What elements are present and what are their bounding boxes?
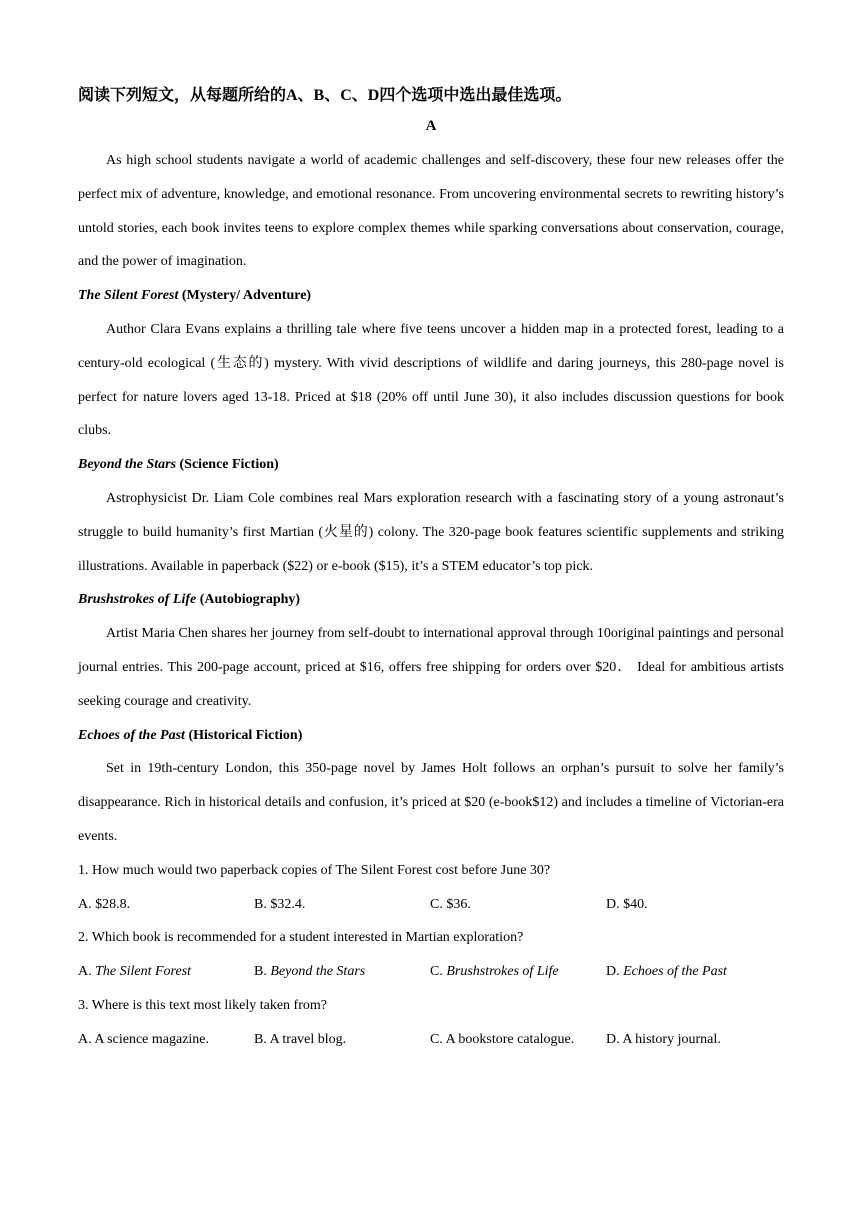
- book-heading-3: [78, 583, 784, 617]
- book-heading-4: [78, 719, 784, 753]
- question-1-stem: 1. How much would two paperback copies of The Silent Forest cost before June 30?: [78, 862, 551, 878]
- option-text: Echoes of the Past: [623, 964, 727, 980]
- book-title: Brushstrokes of Life: [78, 592, 197, 608]
- option-text: A history journal.: [622, 1031, 721, 1047]
- option-text: A science magazine.: [94, 1031, 210, 1047]
- option-text: $36.: [446, 896, 471, 912]
- option-a[interactable]: [78, 955, 254, 989]
- option-a[interactable]: [78, 1023, 254, 1057]
- option-c[interactable]: [430, 888, 606, 922]
- option-letter: D.: [606, 896, 624, 912]
- book-genre: (Science Fiction): [176, 457, 279, 473]
- option-letter: B.: [254, 964, 271, 980]
- option-letter: C.: [430, 896, 447, 912]
- option-letter: A.: [78, 896, 96, 912]
- book-description-2: Astrophysicist Dr. Liam Cole combines real Mars exploration research with a fascinating story of a young astronaut’s struggle to build humanity’s first Martian (火星的) colony. The 320-page book features scientific supplements and striking illustrations. Available in paperback ($22) or e-book ($15), it’s a STEM educator’s top pick.: [78, 490, 784, 574]
- book-genre: (Mystery/ Adventure): [178, 288, 312, 304]
- option-letter: C.: [430, 964, 447, 980]
- option-d[interactable]: [606, 1023, 784, 1057]
- book-genre: (Historical Fiction): [184, 727, 303, 743]
- question-3-options: [78, 1023, 784, 1057]
- option-letter: B.: [254, 896, 271, 912]
- passage-label: A: [425, 118, 437, 134]
- book-description-1: Author Clara Evans explains a thrilling tale where five teens uncover a hidden map in a protected forest, leading to a century-old ecological (生态的) mystery. With vivid descriptions of wildlife and daring journeys, this 280-page novel is perfect for nature lovers aged 13-18. Priced at $18 (20% off until June 30), it also includes discussion questions for book clubs.: [78, 321, 784, 439]
- option-b[interactable]: [254, 888, 430, 922]
- question-3-stem: 3. Where is this text most likely taken from?: [78, 997, 327, 1013]
- option-letter: C.: [430, 1031, 446, 1047]
- option-letter: A.: [78, 1031, 95, 1047]
- option-c[interactable]: [430, 1023, 606, 1057]
- question-2-options: [78, 955, 784, 989]
- option-letter: D.: [606, 1031, 623, 1047]
- option-a[interactable]: [78, 888, 254, 922]
- option-b[interactable]: [254, 955, 430, 989]
- option-c[interactable]: [430, 955, 606, 989]
- option-text: Brushstrokes of Life: [446, 964, 559, 980]
- book-title: The Silent Forest: [78, 288, 179, 304]
- option-letter: B.: [254, 1031, 270, 1047]
- option-text: A travel blog.: [269, 1031, 347, 1047]
- option-letter: D.: [606, 964, 624, 980]
- option-text: $28.8.: [95, 896, 131, 912]
- instruction-heading: 阅读下列短文，从每题所给的A、B、C、D四个选项中选出最佳选项。: [78, 87, 572, 104]
- question-1-options: [78, 888, 784, 922]
- book-heading-1: [78, 279, 784, 313]
- book-title: Echoes of the Past: [78, 727, 185, 743]
- option-text: Beyond the Stars: [270, 964, 366, 980]
- option-text: The Silent Forest: [95, 964, 192, 980]
- book-description-4: Set in 19th-century London, this 350-page novel by James Holt follows an orphan’s pursuit to solve her family’s disappearance. Rich in historical details and confusion, it’s priced at $20 (e-book$12) and includes a timeline of Victorian-era events.: [78, 761, 784, 844]
- document-page: [78, 84, 784, 1057]
- book-description-3: Artist Maria Chen shares her journey from self-doubt to international approval through 10original paintings and personal journal entries. This 200-page account, priced at $16, offers free shipping for orders over $20． Ideal for ambitious artists seeking courage and creativity.: [78, 626, 784, 709]
- intro-paragraph: As high school students navigate a world of academic challenges and self-discovery, these four new releases offer the perfect mix of adventure, knowledge, and emotional resonance. From uncovering environmental secrets to rewriting history’s untold stories, each book invites teens to explore complex themes while sparking conversations about conservation, courage, and the power of imagination.: [78, 153, 784, 270]
- option-text: $32.4.: [270, 896, 306, 912]
- option-text: $40.: [623, 896, 648, 912]
- book-heading-2: [78, 448, 784, 482]
- option-d[interactable]: [606, 955, 784, 989]
- option-d[interactable]: [606, 888, 784, 922]
- book-genre: (Autobiography): [196, 592, 301, 608]
- option-text: A bookstore catalogue.: [445, 1031, 575, 1047]
- question-2-stem: 2. Which book is recommended for a student interested in Martian exploration?: [78, 930, 524, 946]
- option-b[interactable]: [254, 1023, 430, 1057]
- option-letter: A.: [78, 964, 96, 980]
- book-title: Beyond the Stars: [78, 457, 177, 473]
